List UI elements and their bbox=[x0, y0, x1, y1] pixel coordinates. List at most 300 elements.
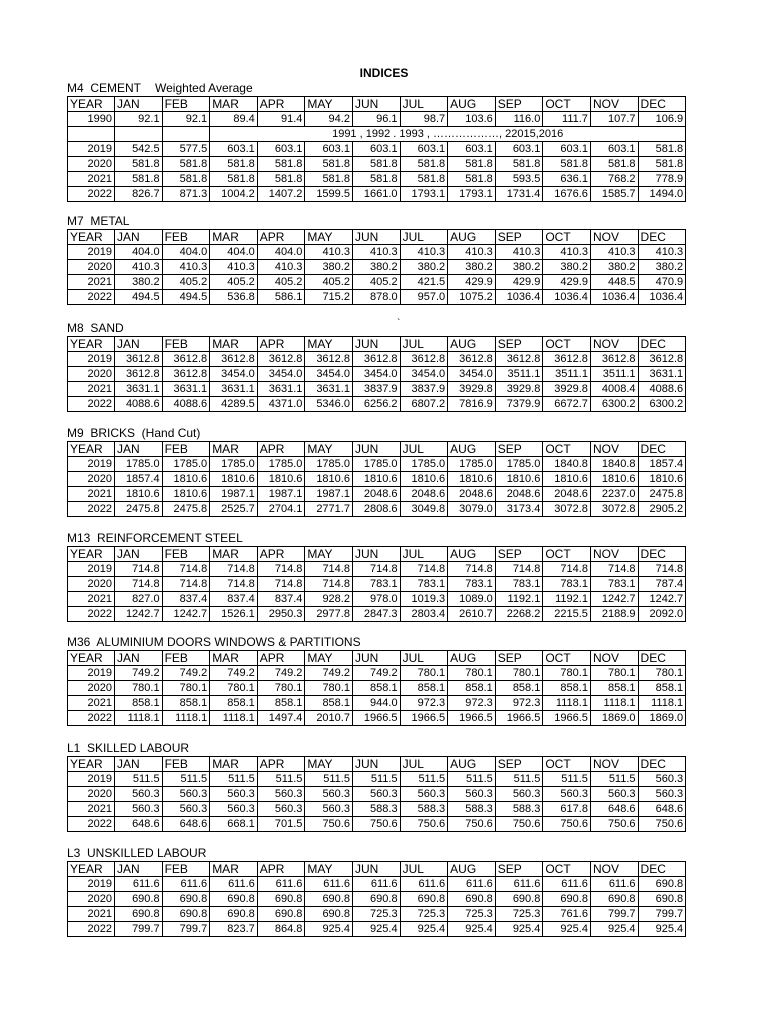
value-cell: 1785.0 bbox=[210, 457, 258, 472]
month-header: MAY bbox=[305, 757, 353, 772]
value-cell: 714.8 bbox=[162, 577, 210, 592]
value-cell: 3511.1 bbox=[495, 367, 543, 382]
value-cell: 2475.8 bbox=[115, 502, 163, 517]
value-cell: 6672.7 bbox=[543, 397, 591, 412]
value-cell: 103.6 bbox=[448, 112, 496, 127]
year-cell: 2021 bbox=[68, 382, 115, 397]
table-row bbox=[68, 352, 686, 367]
value-cell: 1785.0 bbox=[115, 457, 163, 472]
value-cell: 925.4 bbox=[590, 922, 638, 937]
note-row bbox=[68, 127, 686, 142]
value-cell: 725.3 bbox=[495, 907, 543, 922]
value-cell: 783.1 bbox=[400, 577, 448, 592]
value-cell: 1036.4 bbox=[543, 290, 591, 305]
value-cell: 3612.8 bbox=[210, 352, 258, 367]
value-cell: 714.8 bbox=[210, 562, 258, 577]
table-row bbox=[68, 275, 686, 290]
value-cell: 648.6 bbox=[590, 802, 638, 817]
value-cell: 1036.4 bbox=[590, 290, 638, 305]
month-header: JUN bbox=[352, 337, 400, 352]
value-cell: 749.2 bbox=[257, 666, 305, 681]
value-cell: 3631.1 bbox=[257, 382, 305, 397]
month-header: NOV bbox=[590, 862, 638, 877]
month-header: DEC bbox=[638, 442, 686, 457]
value-cell: 690.8 bbox=[448, 892, 496, 907]
value-cell: 783.1 bbox=[543, 577, 591, 592]
value-cell: 858.1 bbox=[638, 681, 686, 696]
section-title bbox=[67, 80, 685, 96]
value-cell: 1089.0 bbox=[448, 592, 496, 607]
table-row bbox=[68, 245, 686, 260]
value-cell: 560.3 bbox=[543, 787, 591, 802]
section-name: M4 CEMENT bbox=[67, 81, 142, 95]
value-cell: 725.3 bbox=[400, 907, 448, 922]
year-cell: 2022 bbox=[68, 711, 115, 726]
value-cell: 1840.8 bbox=[590, 457, 638, 472]
value-cell: 837.4 bbox=[162, 592, 210, 607]
value-cell: 560.3 bbox=[352, 787, 400, 802]
table-row bbox=[68, 696, 686, 711]
stray-mark: ` bbox=[397, 318, 401, 329]
month-header: JAN bbox=[115, 97, 163, 112]
index-table bbox=[67, 756, 686, 832]
value-cell: 858.1 bbox=[495, 681, 543, 696]
value-cell: 617.8 bbox=[543, 802, 591, 817]
value-cell: 3612.8 bbox=[638, 352, 686, 367]
value-cell: 1793.1 bbox=[400, 187, 448, 202]
value-cell: 404.0 bbox=[162, 245, 210, 260]
month-header: MAR bbox=[210, 97, 258, 112]
index-table bbox=[67, 441, 686, 517]
value-cell: 1810.6 bbox=[400, 472, 448, 487]
value-cell: 511.5 bbox=[448, 772, 496, 787]
month-header: JUN bbox=[352, 547, 400, 562]
month-header: DEC bbox=[638, 547, 686, 562]
value-cell: 3612.8 bbox=[543, 352, 591, 367]
index-table bbox=[67, 861, 686, 937]
value-cell: 380.2 bbox=[400, 260, 448, 275]
month-header: DEC bbox=[638, 97, 686, 112]
value-cell: 1118.1 bbox=[638, 696, 686, 711]
value-cell: 780.1 bbox=[448, 666, 496, 681]
value-cell: 3454.0 bbox=[210, 367, 258, 382]
value-cell: 494.5 bbox=[115, 290, 163, 305]
value-cell: 1810.6 bbox=[448, 472, 496, 487]
value-cell: 714.8 bbox=[257, 577, 305, 592]
month-header: MAR bbox=[210, 757, 258, 772]
table-row bbox=[68, 907, 686, 922]
year-cell: 2019 bbox=[68, 772, 115, 787]
month-header: FEB bbox=[162, 442, 210, 457]
month-header: AUG bbox=[448, 230, 496, 245]
month-header: SEP bbox=[495, 337, 543, 352]
value-cell: 827.0 bbox=[115, 592, 163, 607]
month-header: MAR bbox=[210, 337, 258, 352]
value-cell: 714.8 bbox=[305, 577, 353, 592]
value-cell: 3454.0 bbox=[352, 367, 400, 382]
month-header: AUG bbox=[448, 757, 496, 772]
value-cell: 3079.0 bbox=[448, 502, 496, 517]
month-header: DEC bbox=[638, 757, 686, 772]
value-cell: 511.5 bbox=[257, 772, 305, 787]
table-row bbox=[68, 607, 686, 622]
value-cell: 799.7 bbox=[115, 922, 163, 937]
value-cell: 429.9 bbox=[543, 275, 591, 290]
value-cell: 925.4 bbox=[543, 922, 591, 937]
year-cell: 2019 bbox=[68, 666, 115, 681]
month-header: SEP bbox=[495, 230, 543, 245]
value-cell: 581.8 bbox=[638, 157, 686, 172]
value-cell: 560.3 bbox=[400, 787, 448, 802]
value-cell: 2808.6 bbox=[352, 502, 400, 517]
value-cell: 404.0 bbox=[257, 245, 305, 260]
value-cell: 690.8 bbox=[210, 892, 258, 907]
month-header: JAN bbox=[115, 547, 163, 562]
value-cell: 560.3 bbox=[210, 802, 258, 817]
table-row bbox=[68, 367, 686, 382]
value-cell: 586.1 bbox=[257, 290, 305, 305]
value-cell: 1661.0 bbox=[352, 187, 400, 202]
value-cell: 3173.4 bbox=[495, 502, 543, 517]
table-row bbox=[68, 681, 686, 696]
value-cell: 858.1 bbox=[590, 681, 638, 696]
value-cell: 871.3 bbox=[162, 187, 210, 202]
table-row bbox=[68, 666, 686, 681]
value-cell: 3454.0 bbox=[400, 367, 448, 382]
month-header: APR bbox=[257, 337, 305, 352]
header-row bbox=[68, 337, 686, 352]
value-cell: 749.2 bbox=[305, 666, 353, 681]
year-cell: 2019 bbox=[68, 457, 115, 472]
year-cell: 2021 bbox=[68, 592, 115, 607]
year-header: YEAR bbox=[68, 442, 115, 457]
value-cell: 1019.3 bbox=[400, 592, 448, 607]
value-cell: 3631.1 bbox=[115, 382, 163, 397]
year-cell: 2022 bbox=[68, 397, 115, 412]
value-cell: 89.4 bbox=[210, 112, 258, 127]
value-cell: 611.6 bbox=[495, 877, 543, 892]
section-l1 bbox=[67, 740, 685, 832]
value-cell: 611.6 bbox=[400, 877, 448, 892]
value-cell: 611.6 bbox=[210, 877, 258, 892]
table-row bbox=[68, 892, 686, 907]
value-cell: 560.3 bbox=[115, 802, 163, 817]
section-title bbox=[67, 845, 685, 861]
value-cell: 581.8 bbox=[115, 157, 163, 172]
table-row bbox=[68, 172, 686, 187]
value-cell: 690.8 bbox=[162, 892, 210, 907]
value-cell: 560.3 bbox=[257, 787, 305, 802]
value-cell: 107.7 bbox=[590, 112, 638, 127]
value-cell: 405.2 bbox=[352, 275, 400, 290]
month-header: JUL bbox=[400, 862, 448, 877]
value-cell: 116.0 bbox=[495, 112, 543, 127]
table-row bbox=[68, 577, 686, 592]
value-cell: 3929.8 bbox=[448, 382, 496, 397]
value-cell: 648.6 bbox=[162, 817, 210, 832]
value-cell: 1810.6 bbox=[590, 472, 638, 487]
value-cell: 837.4 bbox=[210, 592, 258, 607]
value-cell: 690.8 bbox=[590, 892, 638, 907]
month-header: APR bbox=[257, 547, 305, 562]
value-cell: 780.1 bbox=[305, 681, 353, 696]
value-cell: 944.0 bbox=[352, 696, 400, 711]
month-header: AUG bbox=[448, 862, 496, 877]
value-cell: 611.6 bbox=[543, 877, 591, 892]
value-cell: 1785.0 bbox=[352, 457, 400, 472]
year-cell: 2019 bbox=[68, 562, 115, 577]
section-name: M8 SAND bbox=[67, 321, 124, 335]
value-cell: 690.8 bbox=[638, 877, 686, 892]
year-cell: 2020 bbox=[68, 787, 115, 802]
value-cell: 611.6 bbox=[590, 877, 638, 892]
value-cell: 858.1 bbox=[162, 696, 210, 711]
value-cell: 714.8 bbox=[162, 562, 210, 577]
value-cell: 1810.6 bbox=[257, 472, 305, 487]
value-cell: 780.1 bbox=[590, 666, 638, 681]
value-cell: 972.3 bbox=[448, 696, 496, 711]
value-cell: 2704.1 bbox=[257, 502, 305, 517]
value-cell: 603.1 bbox=[305, 142, 353, 157]
year-cell: 2020 bbox=[68, 681, 115, 696]
value-cell: 603.1 bbox=[352, 142, 400, 157]
header-row bbox=[68, 651, 686, 666]
value-cell: 690.8 bbox=[352, 892, 400, 907]
value-cell: 714.8 bbox=[352, 562, 400, 577]
value-cell: 3454.0 bbox=[257, 367, 305, 382]
value-cell: 2847.3 bbox=[352, 607, 400, 622]
year-header: YEAR bbox=[68, 230, 115, 245]
value-cell: 603.1 bbox=[257, 142, 305, 157]
value-cell: 603.1 bbox=[448, 142, 496, 157]
value-cell: 768.2 bbox=[590, 172, 638, 187]
value-cell: 750.6 bbox=[495, 817, 543, 832]
value-cell: 714.8 bbox=[590, 562, 638, 577]
year-cell: 1990 bbox=[68, 112, 115, 127]
value-cell: 3511.1 bbox=[590, 367, 638, 382]
month-header: SEP bbox=[495, 442, 543, 457]
value-cell: 2048.6 bbox=[448, 487, 496, 502]
value-cell: 714.8 bbox=[305, 562, 353, 577]
value-cell: 603.1 bbox=[495, 142, 543, 157]
month-header: JUN bbox=[352, 230, 400, 245]
value-cell: 560.3 bbox=[495, 787, 543, 802]
month-header: JAN bbox=[115, 757, 163, 772]
value-cell: 3929.8 bbox=[495, 382, 543, 397]
value-cell: 925.4 bbox=[495, 922, 543, 937]
value-cell: 2803.4 bbox=[400, 607, 448, 622]
value-cell: 925.4 bbox=[638, 922, 686, 937]
value-cell: 410.3 bbox=[590, 245, 638, 260]
value-cell: 410.3 bbox=[162, 260, 210, 275]
section-subtitle: Weighted Average bbox=[155, 81, 253, 95]
value-cell: 780.1 bbox=[115, 681, 163, 696]
month-header: JUL bbox=[400, 651, 448, 666]
value-cell: 780.1 bbox=[543, 666, 591, 681]
index-table bbox=[67, 336, 686, 412]
value-cell: 858.1 bbox=[448, 681, 496, 696]
year-cell: 2022 bbox=[68, 922, 115, 937]
value-cell: 1242.7 bbox=[590, 592, 638, 607]
value-cell: 511.5 bbox=[352, 772, 400, 787]
value-cell: 690.8 bbox=[115, 907, 163, 922]
value-cell: 799.7 bbox=[638, 907, 686, 922]
month-header: NOV bbox=[590, 757, 638, 772]
value-cell: 3511.1 bbox=[543, 367, 591, 382]
table-row bbox=[68, 817, 686, 832]
year-header: YEAR bbox=[68, 651, 115, 666]
value-cell: 603.1 bbox=[400, 142, 448, 157]
month-header: MAR bbox=[210, 230, 258, 245]
month-header: MAY bbox=[305, 97, 353, 112]
value-cell: 783.1 bbox=[352, 577, 400, 592]
value-cell: 972.3 bbox=[495, 696, 543, 711]
value-cell: 560.3 bbox=[638, 772, 686, 787]
value-cell: 783.1 bbox=[495, 577, 543, 592]
value-cell: 603.1 bbox=[590, 142, 638, 157]
section-m8 bbox=[67, 320, 685, 412]
value-cell: 3837.9 bbox=[400, 382, 448, 397]
value-cell: 823.7 bbox=[210, 922, 258, 937]
year-cell: 2020 bbox=[68, 157, 115, 172]
value-cell: 410.3 bbox=[448, 245, 496, 260]
section-title bbox=[67, 320, 685, 336]
value-cell: 3612.8 bbox=[162, 367, 210, 382]
value-cell: 1966.5 bbox=[400, 711, 448, 726]
table-row bbox=[68, 382, 686, 397]
value-cell: 410.3 bbox=[495, 245, 543, 260]
header-row bbox=[68, 547, 686, 562]
table-row bbox=[68, 472, 686, 487]
value-cell: 511.5 bbox=[590, 772, 638, 787]
value-cell: 511.5 bbox=[400, 772, 448, 787]
value-cell: 560.3 bbox=[305, 802, 353, 817]
value-cell: 648.6 bbox=[115, 817, 163, 832]
month-header: JUN bbox=[352, 442, 400, 457]
month-header: JUN bbox=[352, 757, 400, 772]
value-cell: 4088.6 bbox=[115, 397, 163, 412]
value-cell: 92.1 bbox=[115, 112, 163, 127]
value-cell: 611.6 bbox=[305, 877, 353, 892]
value-cell: 780.1 bbox=[210, 681, 258, 696]
month-header: MAR bbox=[210, 862, 258, 877]
index-table bbox=[67, 650, 686, 726]
value-cell: 826.7 bbox=[115, 187, 163, 202]
value-cell: 1118.1 bbox=[543, 696, 591, 711]
value-cell: 714.8 bbox=[495, 562, 543, 577]
month-header: JAN bbox=[115, 337, 163, 352]
value-cell: 2475.8 bbox=[162, 502, 210, 517]
value-cell: 581.8 bbox=[210, 172, 258, 187]
value-cell: 858.1 bbox=[210, 696, 258, 711]
value-cell: 750.6 bbox=[638, 817, 686, 832]
value-cell: 581.8 bbox=[448, 157, 496, 172]
value-cell: 96.1 bbox=[352, 112, 400, 127]
value-cell: 1785.0 bbox=[162, 457, 210, 472]
month-header: MAY bbox=[305, 337, 353, 352]
month-header: NOV bbox=[590, 547, 638, 562]
value-cell: 3072.8 bbox=[590, 502, 638, 517]
year-cell: 2019 bbox=[68, 142, 115, 157]
value-cell: 7816.9 bbox=[448, 397, 496, 412]
value-cell: 2475.8 bbox=[638, 487, 686, 502]
value-cell: 536.8 bbox=[210, 290, 258, 305]
value-cell: 588.3 bbox=[495, 802, 543, 817]
value-cell: 593.5 bbox=[495, 172, 543, 187]
value-cell: 1869.0 bbox=[590, 711, 638, 726]
value-cell: 749.2 bbox=[352, 666, 400, 681]
section-m36 bbox=[67, 634, 685, 726]
value-cell: 1585.7 bbox=[590, 187, 638, 202]
value-cell: 668.1 bbox=[210, 817, 258, 832]
value-cell: 2950.3 bbox=[257, 607, 305, 622]
value-cell: 858.1 bbox=[543, 681, 591, 696]
value-cell: 3631.1 bbox=[638, 367, 686, 382]
month-header: SEP bbox=[495, 651, 543, 666]
year-cell: 2019 bbox=[68, 245, 115, 260]
value-cell: 603.1 bbox=[210, 142, 258, 157]
value-cell: 511.5 bbox=[543, 772, 591, 787]
value-cell: 1118.1 bbox=[115, 711, 163, 726]
value-cell: 560.3 bbox=[305, 787, 353, 802]
value-cell: 750.6 bbox=[400, 817, 448, 832]
value-cell: 611.6 bbox=[448, 877, 496, 892]
document-title: INDICES bbox=[359, 66, 409, 80]
month-header: OCT bbox=[543, 337, 591, 352]
value-cell: 714.8 bbox=[115, 577, 163, 592]
month-header: NOV bbox=[590, 651, 638, 666]
value-cell: 3612.8 bbox=[115, 352, 163, 367]
month-header: SEP bbox=[495, 757, 543, 772]
value-cell: 1857.4 bbox=[638, 457, 686, 472]
value-cell: 2610.7 bbox=[448, 607, 496, 622]
value-cell: 1793.1 bbox=[448, 187, 496, 202]
value-cell: 799.7 bbox=[162, 922, 210, 937]
value-cell: 6807.2 bbox=[400, 397, 448, 412]
value-cell: 1810.6 bbox=[543, 472, 591, 487]
year-cell: 2021 bbox=[68, 172, 115, 187]
value-cell: 6300.2 bbox=[590, 397, 638, 412]
value-cell: 91.4 bbox=[257, 112, 305, 127]
table-row bbox=[68, 592, 686, 607]
value-cell: 1785.0 bbox=[400, 457, 448, 472]
value-cell: 2010.7 bbox=[305, 711, 353, 726]
value-cell: 957.0 bbox=[400, 290, 448, 305]
table-row bbox=[68, 457, 686, 472]
value-cell: 761.6 bbox=[543, 907, 591, 922]
month-header: NOV bbox=[590, 97, 638, 112]
value-cell: 581.8 bbox=[257, 157, 305, 172]
value-cell: 690.8 bbox=[305, 907, 353, 922]
year-header: YEAR bbox=[68, 337, 115, 352]
header-row bbox=[68, 230, 686, 245]
value-cell: 1987.1 bbox=[210, 487, 258, 502]
value-cell: 1676.6 bbox=[543, 187, 591, 202]
value-cell: 405.2 bbox=[257, 275, 305, 290]
value-cell: 858.1 bbox=[115, 696, 163, 711]
year-cell: 2022 bbox=[68, 187, 115, 202]
year-cell: 2022 bbox=[68, 607, 115, 622]
value-cell: 1966.5 bbox=[352, 711, 400, 726]
month-header: APR bbox=[257, 230, 305, 245]
month-header: FEB bbox=[162, 97, 210, 112]
table-row bbox=[68, 487, 686, 502]
value-cell: 783.1 bbox=[448, 577, 496, 592]
value-cell: 750.6 bbox=[352, 817, 400, 832]
value-cell: 749.2 bbox=[162, 666, 210, 681]
value-cell: 410.3 bbox=[257, 260, 305, 275]
value-cell: 380.2 bbox=[352, 260, 400, 275]
